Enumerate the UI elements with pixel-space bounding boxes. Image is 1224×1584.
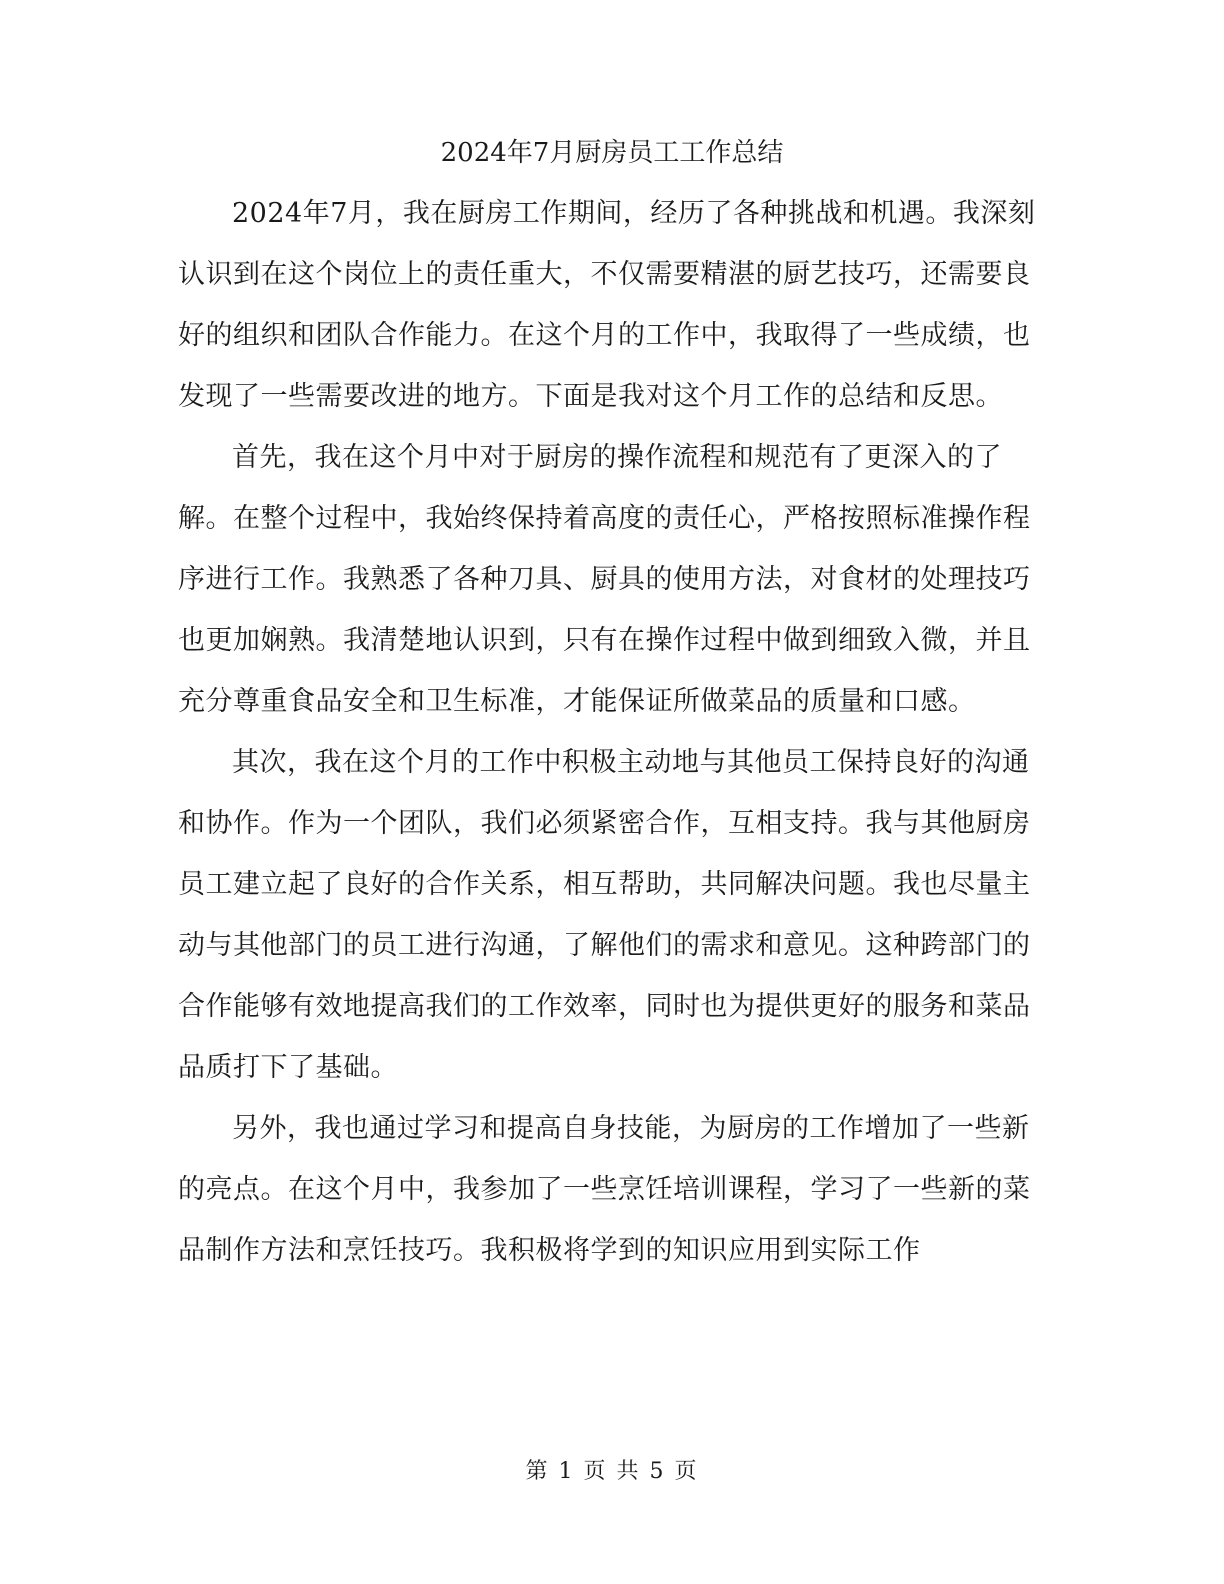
page-number-footer: 第 1 页 共 5 页: [525, 1459, 699, 1484]
paragraph-intro: 2024年7月，我在厨房工作期间，经历了各种挑战和机遇。我深刻认识到在这个岗位上的责任重大，不仅需要精湛的厨艺技巧，还需要良好的组织和团队合作能力。在这个月的工作中，我取得了一些成绩，也发现了一些需要改进的地方。下面是我对这个月工作的总结和反思。: [178, 198, 1036, 412]
document-body: [178, 183, 1048, 1281]
paragraph-third: 另外，我也通过学习和提高自身技能，为厨房的工作增加了一些新的亮点。在这个月中，我参加了一些烹饪培训课程，学习了一些新的菜品制作方法和烹饪技巧。我积极将学到的知识应用到实际工作: [178, 1113, 1031, 1266]
document-title: 2024年7月厨房员工工作总结: [440, 138, 784, 168]
paragraph-second: 其次，我在这个月的工作中积极主动地与其他员工保持良好的沟通和协作。作为一个团队，我们必须紧密合作，互相支持。我与其他厨房员工建立起了良好的合作关系，相互帮助，共同解决问题。我也尽量主动与其他部门的员工进行沟通，了解他们的需求和意见。这种跨部门的合作能够有效地提高我们的工作效率，同时也为提供更好的服务和菜品品质打下了基础。: [178, 747, 1031, 1083]
paragraph-first: 首先，我在这个月中对于厨房的操作流程和规范有了更深入的了解。在整个过程中，我始终保持着高度的责任心，严格按照标准操作程序进行工作。我熟悉了各种刀具、厨具的使用方法，对食材的处理技巧也更加娴熟。我清楚地认识到，只有在操作过程中做到细致入微，并且充分尊重食品安全和卫生标准，才能保证所做菜品的质量和口感。: [178, 442, 1031, 717]
